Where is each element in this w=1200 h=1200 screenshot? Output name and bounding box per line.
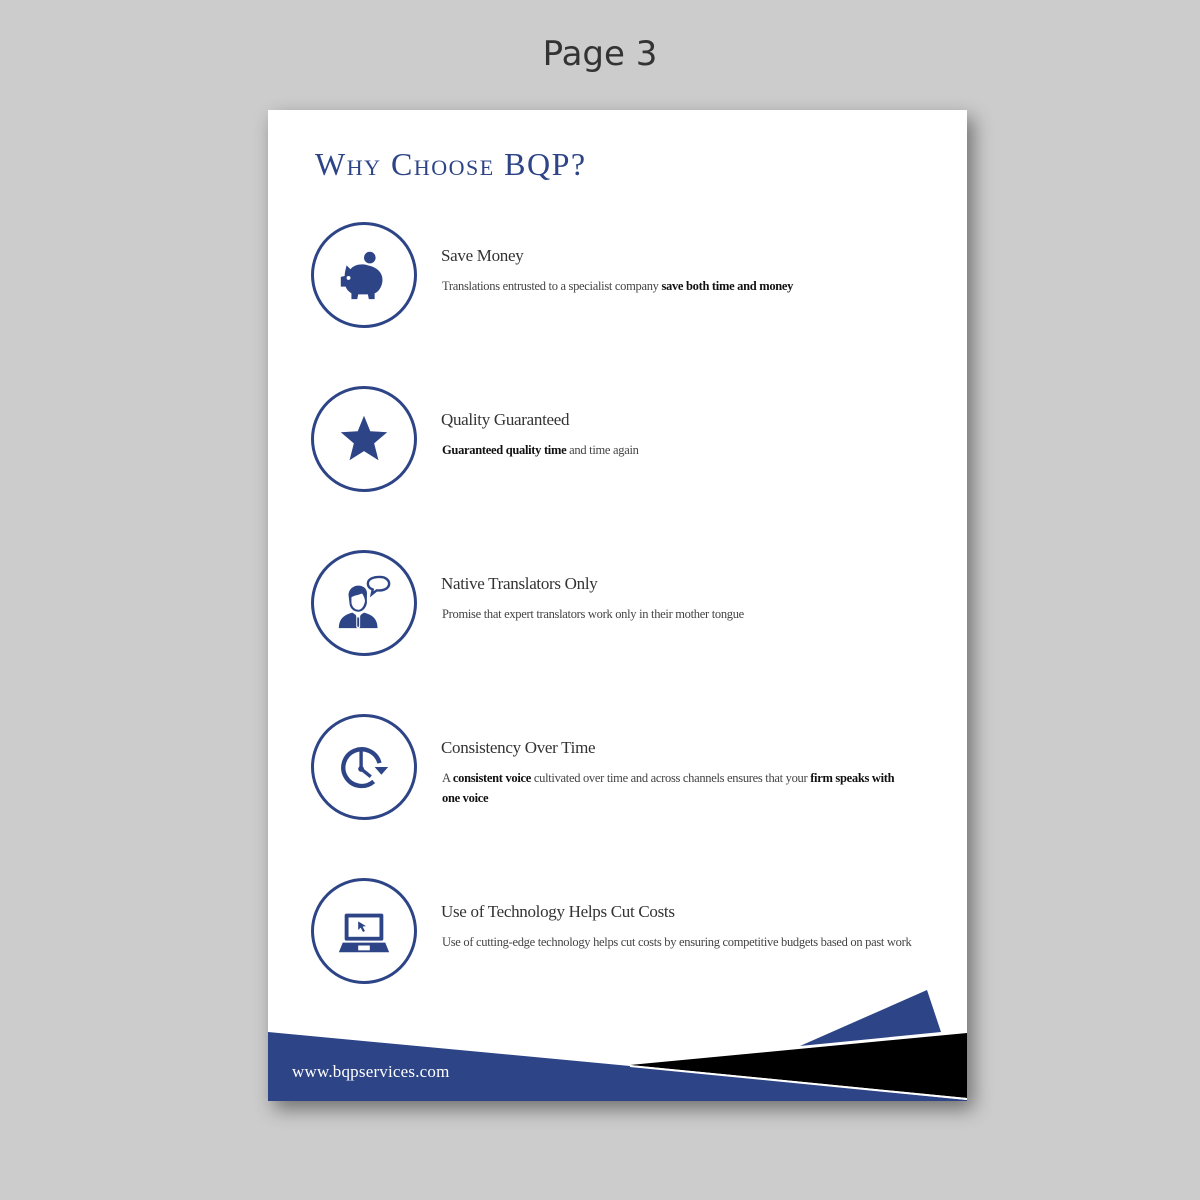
document-page (268, 110, 967, 1101)
feature-heading: Use of Technology Helps Cut Costs (441, 902, 675, 921)
footer-url[interactable]: www.bqpservices.com (292, 1062, 450, 1081)
feature-heading: Save Money (441, 246, 524, 265)
feature-heading: Native Translators Only (441, 574, 598, 593)
feature-description: Promise that expert translators work only in their mother tongue (442, 607, 744, 621)
feature-heading: Consistency Over Time (441, 738, 596, 757)
footer-decoration (268, 110, 967, 1101)
page-title: Why Choose BQP? (315, 146, 587, 182)
page-label: Page 3 (542, 34, 658, 74)
feature-description: Translations entrusted to a specialist company save both time and money (442, 279, 794, 293)
feature-description: Use of cutting-edge technology helps cut costs by ensuring competitive budgets based on past work (442, 935, 912, 949)
feature-heading: Quality Guaranteed (441, 410, 570, 429)
feature-description: A consistent voice cultivated over time and across channels ensures that your firm speaks with one voice (442, 771, 895, 805)
feature-description: Guaranteed quality time and time again (442, 443, 639, 457)
